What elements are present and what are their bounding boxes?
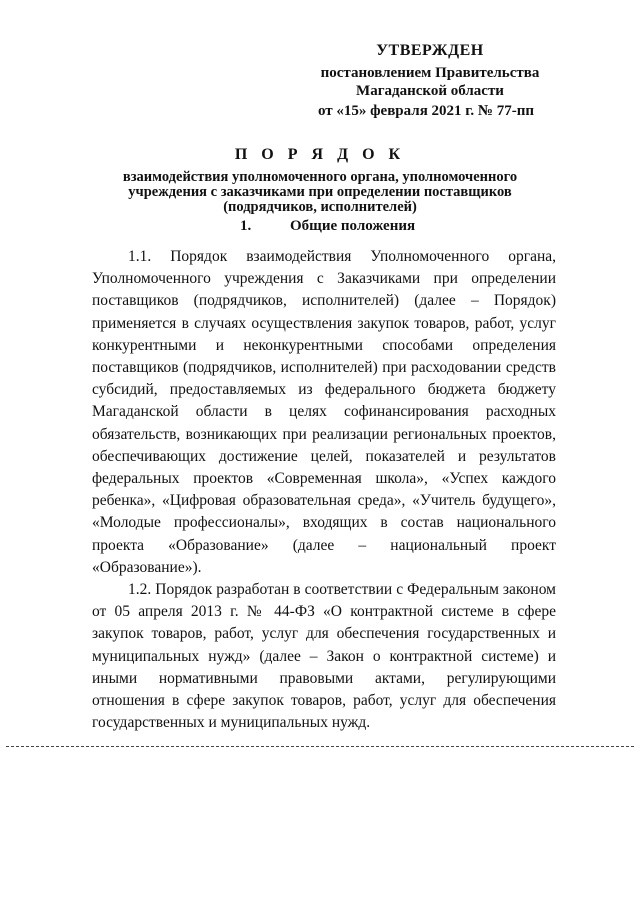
paragraph-1-1: 1.1. Порядок взаимодействия Уполномоченного органа, Уполномоченного учреждения с Заказчиками при определении поставщиков (подрядчиков, исполнителей) (далее – Порядок) применяется в случаях осуществления закупок товаров, работ, услуг конкурентными и неконкурентными способами определения поставщиков (подрядчиков, исполнителей) при расходовании средств субсидий, предоставляемых из федерального бюджета бюджету Магаданской области в целях софинансирования расходных обязательств, возникающих при реализации региональных проектов, обеспечивающих достижение целей, показателей и результатов федеральных проектов «Современная школа», «Успех каждого ребенка», «Цифровая образовательная среда», «Учитель будущего», «Молодые профессионалы», входящих в состав национального проекта «Образование» (далее – национальный проект «Образование»).: [92, 248, 556, 576]
approval-heading: УТВЕРЖДЕН: [376, 42, 484, 59]
approval-stamp: [300, 42, 560, 120]
paragraph-1-2: 1.2. Порядок разработан в соответствии с Федеральным законом от 05 апреля 2013 г. № 44-ФЗ «О контрактной системе в сфере закупок товаров, работ, услуг для обеспечения государственных и муниципальных нужд» (далее – Закон о контрактной системе) и иными нормативными правовыми актами, регулирующими отношения в сфере закупок товаров, работ, услуг для обеспечения государственных и муниципальных нужд.: [92, 581, 556, 732]
section-title: Общие положения: [290, 218, 416, 234]
body-text: [92, 246, 556, 734]
page-divider: [6, 746, 634, 747]
document-title: П О Р Я Д О К: [234, 146, 406, 163]
section-heading: [240, 218, 415, 235]
section-number: 1.: [240, 218, 252, 234]
approval-line-1: постановлением Правительства: [320, 65, 540, 81]
document-title-block: [100, 146, 540, 215]
approval-line-2: Магаданской области: [356, 83, 504, 99]
document-subtitle: взаимодействия уполномоченного органа, уполномоченного учреждения с заказчиками при определении поставщиков (подрядчиков, исполнителей): [122, 169, 518, 215]
approval-date: от «15» февраля 2021 г. № 77-пп: [318, 103, 535, 119]
